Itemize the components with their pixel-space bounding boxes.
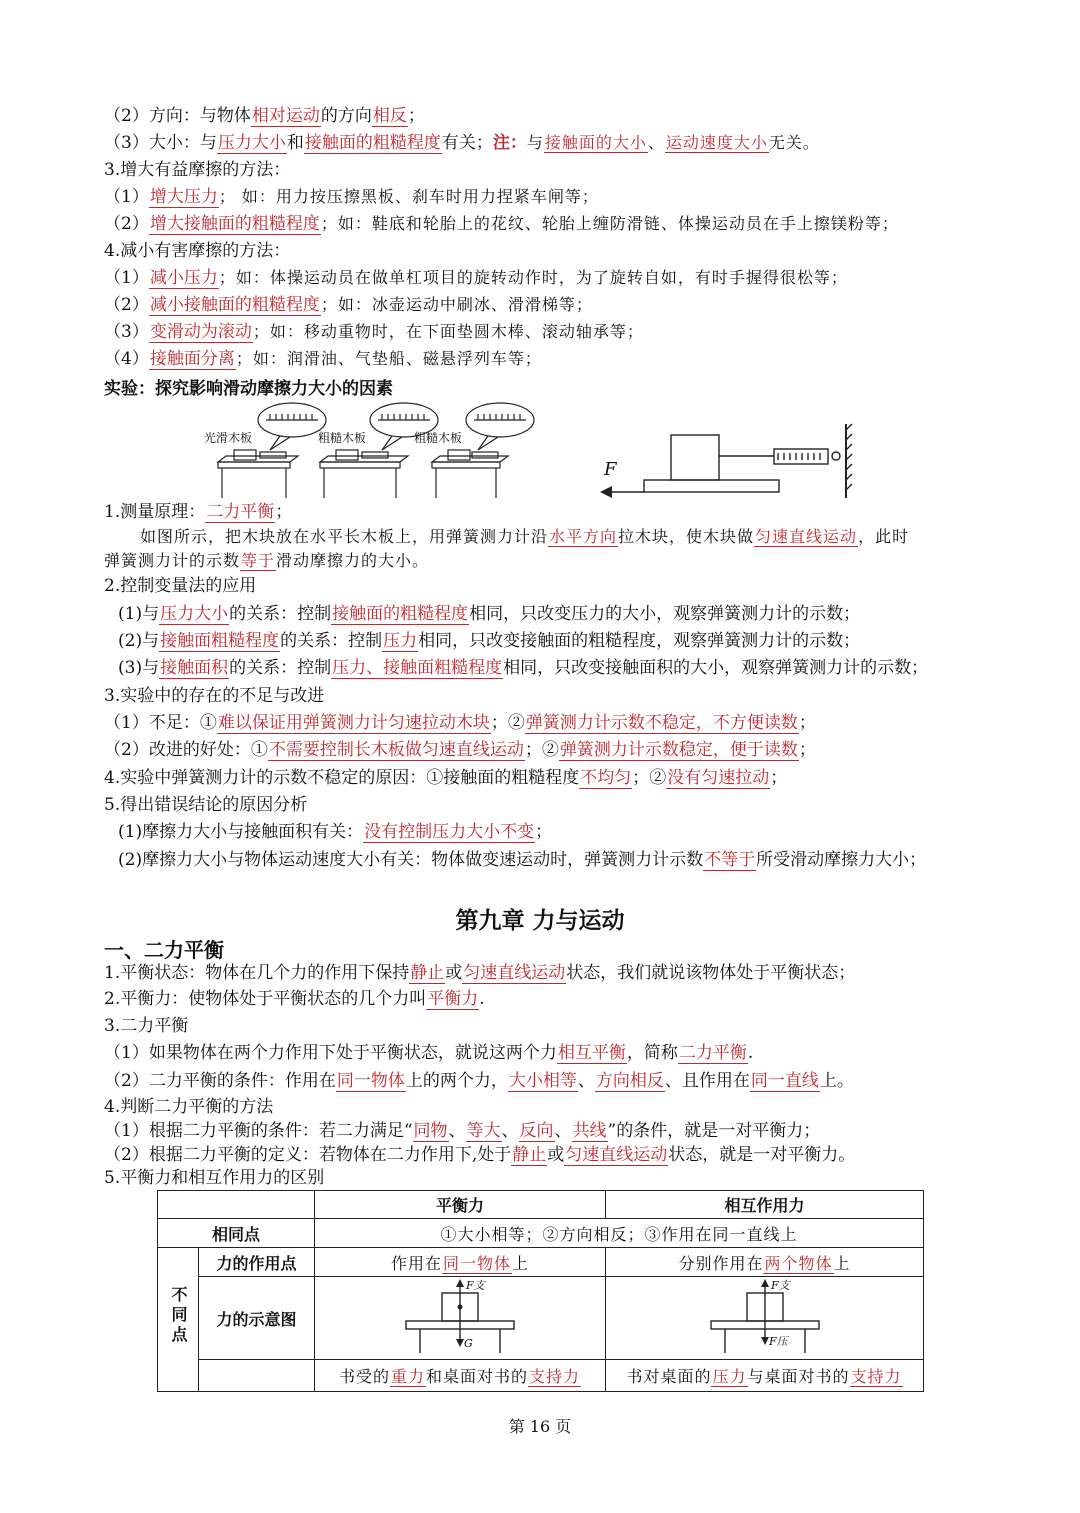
force-arrow-head: [600, 486, 612, 498]
cell-point-balanced: 作用在同一物体上: [315, 1248, 606, 1277]
cell-caption-interaction: 书对桌面的压力与桌面对书的支持力: [606, 1360, 924, 1392]
label-gravity: G: [464, 1337, 473, 1350]
line-two-force-2: （2）二力平衡的条件：作用在同一物体上的两个力，大小相等、方向相反、且作用在同一直线上。: [104, 1071, 854, 1091]
label-rough-board-1: 粗糙木板: [318, 431, 367, 445]
line-reduce-1: （1）减小压力；如：体操运动员在做单杠项目的旋转动作时，为了旋转自如，有时手握得很松等；: [104, 268, 848, 288]
line-increase-2: （2）增大接触面的粗糙程度；如：鞋底和轮胎上的花纹、轮胎上缠防滑链、体操运动员在手上擦镁粉等；: [104, 214, 899, 234]
diff-label-text: 不同点: [169, 1285, 188, 1346]
line-increase-1: （1）增大压力； 如：用力按压擦黑板、刹车时用力捏紧车闸等；: [104, 187, 599, 207]
heading-judge: 4.判断二力平衡的方法: [104, 1097, 274, 1117]
line-balance-state: 1.平衡状态：物体在几个力的作用下保持静止或匀速直线运动状态，我们就说该物体处于平衡状态；: [104, 963, 856, 983]
experiment-figure-left: [200, 400, 540, 500]
line-judge-2: （2）根据二力平衡的定义：若物体在二力作用下,处于静止或匀速直线运动状态，就是一对平衡力。: [104, 1145, 856, 1165]
label-support-force-2: F支: [770, 1279, 790, 1292]
page-number: 第 16 页: [508, 1417, 572, 1436]
heading-control-variable: 2.控制变量法的应用: [104, 576, 257, 596]
board-2: [320, 456, 408, 462]
line-shortcoming: （1）不足：①难以保证用弹簧测力计匀速拉动木块；②弹簧测力计示数不稳定，不方便读数；: [104, 713, 816, 733]
experiment-figure-right: [596, 420, 856, 500]
table-corner: [158, 1191, 315, 1219]
line-reduce-4: （4）接触面分离；如：润滑油、气垫船、磁悬浮列车等；: [104, 349, 542, 369]
experiment-title: 实验：探究影响滑动摩擦力大小的因素: [104, 379, 393, 399]
row-point-label: 力的作用点: [199, 1248, 315, 1277]
header-interaction: 相互作用力: [606, 1191, 924, 1219]
heading-difference: 5.平衡力和相互作用力的区别: [104, 1168, 325, 1188]
line-method-1: 如图所示，把木块放在水平长木板上，用弹簧测力计沿水平方向拉木块，使木块做匀速直线运动，此时: [140, 527, 910, 546]
line-judge-1: （1）根据二力平衡的条件：若二力满足“同物、等大、反向、共线”的条件，就是一对平衡力；: [104, 1121, 821, 1141]
line-principle: 1.测量原理：二力平衡；: [104, 502, 293, 522]
label-support-force: F支: [466, 1279, 485, 1292]
comparison-table: [157, 1190, 924, 1392]
force-label: F: [604, 459, 617, 480]
line-unstable-reason: 4.实验中弹簧测力计的示数不稳定的原因：①接触面的粗糙程度不均匀；②没有匀速拉动；: [104, 768, 788, 788]
header-balanced: 平衡力: [315, 1191, 606, 1219]
cell-diagram-balanced: [315, 1277, 606, 1360]
line-control-1: (1)与压力大小的关系：控制接触面的粗糙程度相同，只改变压力的大小，观察弹簧测力计的示数；: [118, 604, 861, 624]
wooden-block: [671, 435, 719, 480]
row-diff-label: [158, 1248, 199, 1392]
line-direction: （2）方向：与物体相对运动的方向相反；: [104, 106, 425, 126]
line-magnitude: （3）大小：与压力大小和接触面的粗糙程度有关；注：与接触面的大小、运动速度大小无关。: [104, 133, 820, 153]
section-title: 一、二力平衡: [104, 938, 224, 962]
row-same-label: 相同点: [158, 1219, 315, 1248]
row-same-value: ①大小相等；②方向相反；③作用在同一直线上: [315, 1219, 924, 1248]
line-reduce-3: （3）变滑动为滚动；如：移动重物时，在下面垫圆木棒、滚动轴承等；: [104, 322, 644, 342]
heading-shortcomings: 3.实验中的存在的不足与改进: [104, 686, 325, 706]
line-balance-force: 2.平衡力：使物体处于平衡状态的几个力叫平衡力.: [104, 989, 485, 1009]
cell-point-interaction: 分别作用在两个物体上: [606, 1248, 924, 1277]
scale-dial-3: [466, 403, 534, 450]
line-control-2: (2)与接触面粗糙程度的关系：控制压力相同，只改变接触面的粗糙程度，观察弹簧测力计的示数；: [118, 631, 861, 651]
heading-increase-friction: 3.增大有益摩擦的方法：: [104, 160, 291, 180]
chapter-title: 第九章 力与运动: [455, 908, 625, 934]
line-method-2: 弹簧测力计的示数等于滑动摩擦力的大小。: [104, 551, 430, 570]
line-control-3: (3)与接触面积的关系：控制压力、接触面粗糙程度相同，只改变接触面积的大小，观察弹簧测力计的示数；: [118, 658, 929, 678]
line-wrong-2: (2)摩擦力大小与物体运动速度大小有关：物体做变速运动时，弹簧测力计示数不等于所受滑动摩擦力大小；: [118, 850, 927, 870]
label-rough-board-2: 粗糙木板: [414, 431, 463, 445]
heading-two-force: 3.二力平衡: [104, 1016, 189, 1036]
cell-diagram-interaction: [606, 1277, 924, 1360]
line-improvement: （2）改进的好处：①不需要控制长木板做匀速直线运动；②弹簧测力计示数稳定，便于读数；: [104, 740, 816, 760]
heading-wrong-conclusion: 5.得出错误结论的原因分析: [104, 795, 308, 815]
line-two-force-1: （1）如果物体在两个力作用下处于平衡状态，就说这两个力相互平衡，简称二力平衡.: [104, 1043, 754, 1063]
row-diagram-label: 力的示意图: [199, 1277, 315, 1360]
long-board: [644, 480, 779, 492]
heading-reduce-friction: 4.减小有害摩擦的方法：: [104, 241, 291, 261]
label-smooth-board: 光滑木板: [204, 431, 253, 445]
label-pressure-force: F压: [768, 1335, 788, 1348]
scale-dial-1: [258, 403, 326, 450]
diagram-interaction: [705, 1277, 825, 1355]
cell-caption-balanced: 书受的重力和桌面对书的支持力: [315, 1360, 606, 1392]
row-caption-label: [199, 1360, 315, 1392]
line-reduce-2: （2）减小接触面的粗糙程度；如：冰壶运动中刷冰、滑滑梯等；: [104, 295, 593, 315]
line-wrong-1: (1)摩擦力大小与接触面积有关：没有控制压力大小不变；: [118, 822, 553, 842]
diagram-balanced: [400, 1277, 520, 1355]
